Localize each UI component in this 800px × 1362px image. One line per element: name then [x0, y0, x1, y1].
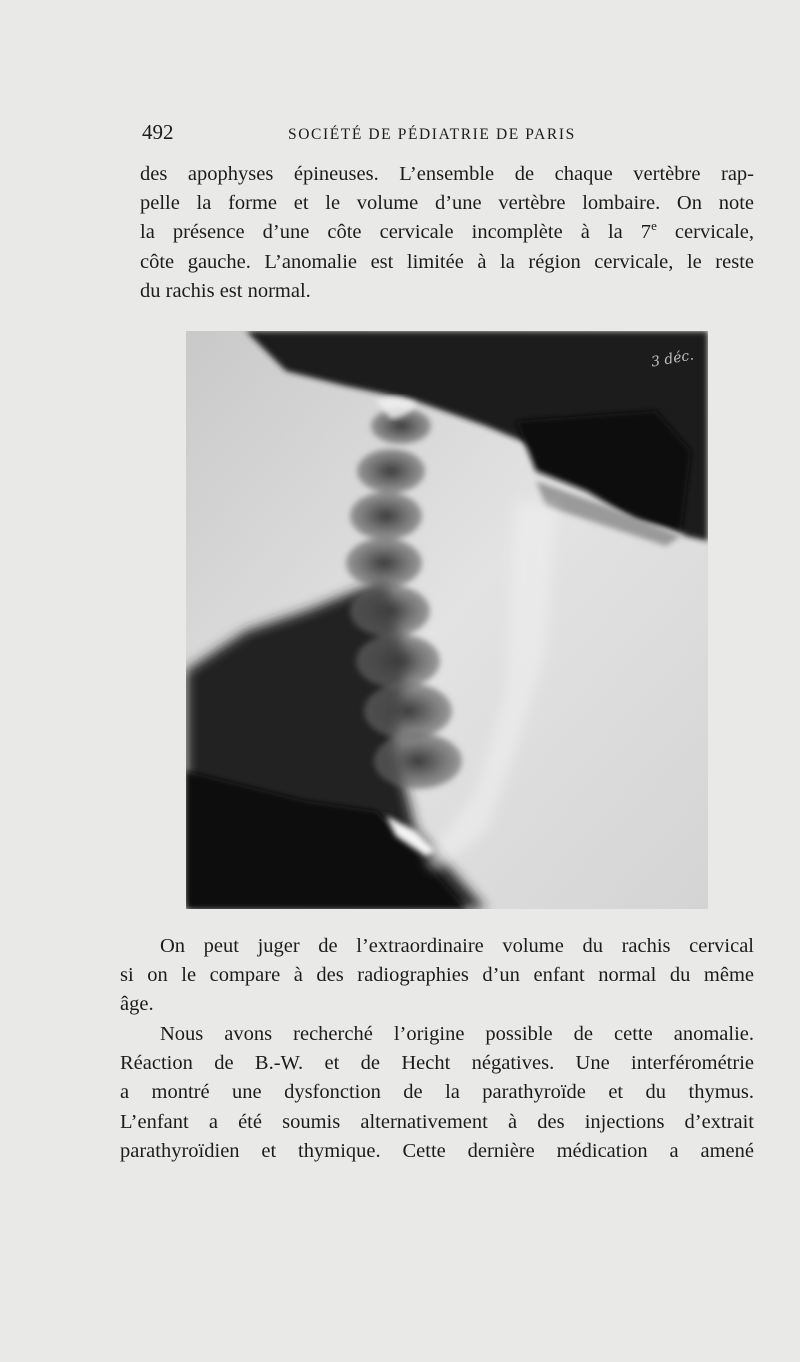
- handwritten-annotation: 3 déc.: [650, 347, 696, 371]
- running-header: [140, 118, 754, 148]
- text-line: Nous avons recherché l’origine possible de cette anomalie.: [160, 1023, 754, 1045]
- text-line: des apophyses épineuses. L’ensemble de chaque vertèbre rap-: [140, 163, 754, 185]
- text-line: âge.: [120, 993, 154, 1016]
- superscript: e: [651, 218, 657, 234]
- paragraph-origin: [120, 1020, 754, 1166]
- text-segment: la présence d’une côte cervicale incomplète à la 7: [140, 221, 652, 244]
- radiograph-figure: [186, 331, 708, 909]
- paragraph-comparison: [120, 932, 754, 1020]
- journal-title: SOCIÉTÉ DE PÉDIATRIE DE PARIS: [288, 126, 576, 143]
- text-line: côte gauche. L’anomalie est limitée à la région cervicale, le reste: [140, 250, 754, 273]
- paragraph-intro: [140, 160, 754, 306]
- text-line: Réaction de B.-W. et de Hecht négatives. Une interférométrie: [120, 1052, 754, 1075]
- text-line: parathyroïdien et thymique. Cette dernière médication a amené: [120, 1139, 754, 1162]
- text-line: a montré une dysfonction de la parathyroïde et du thymus.: [120, 1081, 754, 1104]
- xray-image: [186, 331, 708, 909]
- text-segment: cervicale,: [656, 221, 755, 244]
- page-number: 492: [142, 120, 174, 144]
- text-line: [140, 218, 754, 247]
- text-line: On peut juger de l’extraordinaire volume du rachis cervical: [160, 935, 754, 957]
- text-line: L’enfant a été soumis alternativement à des injections d’extrait: [120, 1110, 754, 1133]
- text-line: si on le compare à des radiographies d’un enfant normal du même: [120, 964, 754, 987]
- text-line: pelle la forme et le volume d’une vertèbre lombaire. On note: [140, 192, 754, 215]
- text-line: du rachis est normal.: [140, 279, 311, 302]
